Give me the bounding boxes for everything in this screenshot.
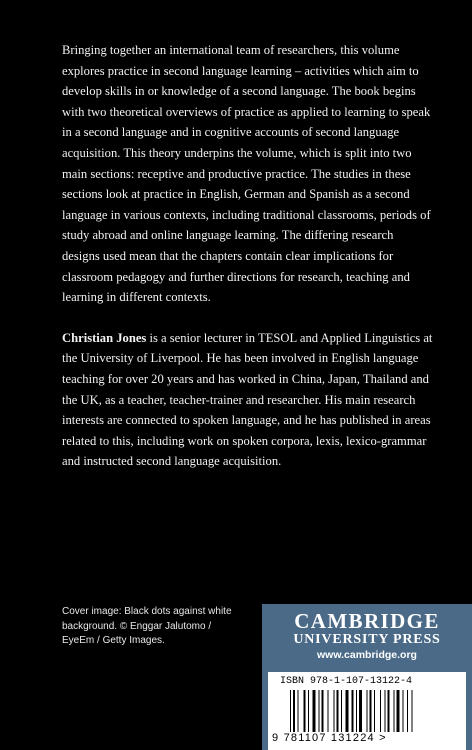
publisher-subtitle: UNIVERSITY PRESS (293, 632, 441, 647)
cover-image-credit: Cover image: Black dots against white background. © Enggar Jalutomo / EyeEm / Getty Images. (62, 606, 232, 647)
author-bio-text: is a senior lecturer in TESOL and Applied Linguistics at the University of Liverpool. He has been involved in English language teaching for over 20 years and has worked in China, Japan, Thailand and the UK, as a teacher, teacher-trainer and researcher. His main research interests are connected to spoken language, and he has published in areas related to this, including work on spoken corpora, lexis, lexico-grammar and instructed second language acquisition. (62, 330, 433, 469)
publisher-panel (262, 604, 472, 750)
author-bio (62, 328, 434, 472)
barcode-area (268, 672, 466, 750)
back-cover-text (62, 40, 434, 472)
author-name: Christian Jones (62, 330, 147, 345)
barcode-icon (290, 690, 450, 732)
book-description: Bringing together an international team of researchers, this volume explores practice in second language learning – activities which aim to develop skills in or knowledge of a second language. The book begins with two theoretical overviews of practice as applied to learning to speak in a second language and in cognitive accounts of second language acquisition. This theory underpins the volume, which is split into two main sections: receptive and productive practice. The studies in these sections look at practice in English, German and Spanish as a second language in various contexts, including traditional classrooms, periods of study abroad and online language learning. The differing research designs used mean that the chapters contain clear implications for classroom pedagogy and further directions for research, teaching and learning in different contexts. (62, 43, 431, 305)
publisher-logo (262, 610, 472, 662)
publisher-name: CAMBRIDGE (294, 609, 440, 633)
isbn-label: ISBN 978-1-107-13122-4 (280, 676, 413, 687)
barcode-digits: 9 781107 131224 > (272, 732, 387, 744)
publisher-url: www.cambridge.org (317, 649, 417, 661)
